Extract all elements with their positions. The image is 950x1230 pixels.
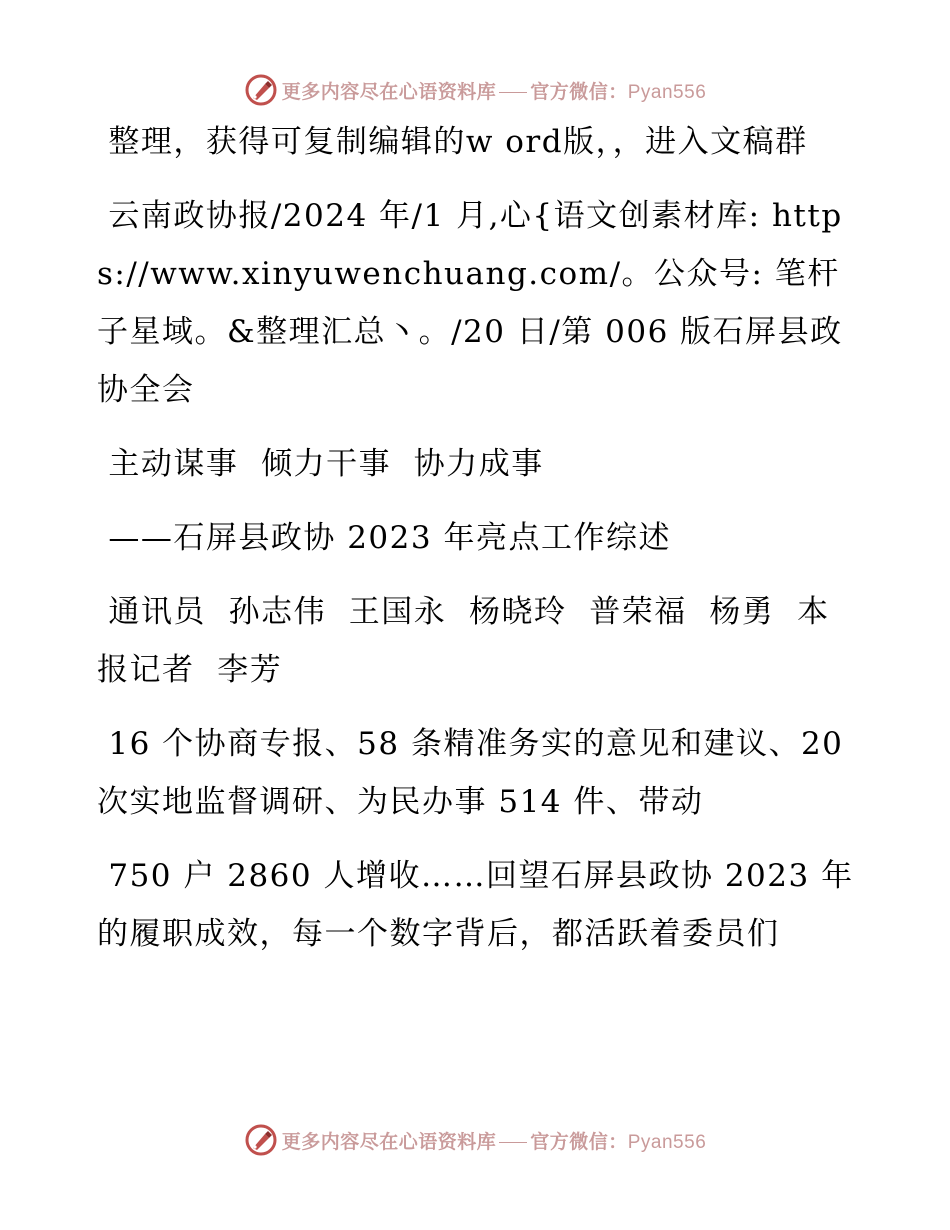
article-title: 主动谋事 倾力干事 协力成事 bbox=[97, 446, 544, 482]
article-subtitle: ——石屏县政协 2023 年亮点工作综述 bbox=[97, 520, 671, 556]
paragraph: 16 个协商专报、58 条精准务实的意见和建议、20 次实地监督调研、为民办事 514 件、带动 bbox=[97, 726, 855, 820]
watermark-text: 更多内容尽在心语资料库 官方微信：Pyan556 bbox=[281, 80, 707, 103]
header-watermark bbox=[0, 70, 950, 110]
paragraph: 750 户 2860 人增收……回望石屏县政协 2023 年的履职成效，每一个数字背后，都活跃着委员们 bbox=[97, 858, 854, 952]
pen-logo-icon bbox=[244, 1123, 278, 1157]
watermark-separator bbox=[499, 92, 527, 93]
paragraph: 整理，获得可复制编辑的w ord版，，进入文稿群 bbox=[97, 124, 808, 160]
pen-logo-icon bbox=[244, 73, 278, 107]
footer-watermark bbox=[0, 1120, 950, 1160]
byline: 通讯员 孙志伟 王国永 杨晓玲 普荣福 杨勇 本报记者 李芳 bbox=[97, 594, 830, 688]
watermark-separator bbox=[499, 1142, 527, 1143]
document-body bbox=[97, 113, 857, 979]
paragraph: 云南政协报/2024 年/1 月,心{语文创素材库: https://www.xinyuwenchuang.com/。公众号: 笔杆子星域。&整理汇总丶。/20 日/第 006 版石屏县政协全会 bbox=[97, 198, 843, 408]
watermark-text: 更多内容尽在心语资料库 官方微信：Pyan556 bbox=[281, 1130, 707, 1153]
